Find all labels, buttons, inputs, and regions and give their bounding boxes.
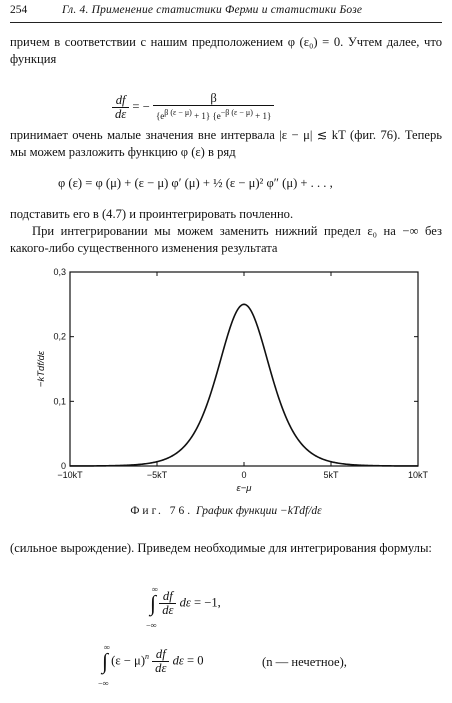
y-tick-label: 0,1 <box>53 396 66 407</box>
y-tick-label: 0 <box>60 461 66 471</box>
x-tick-label: 10kT <box>407 470 429 480</box>
formula-1-numerator: β <box>153 92 274 106</box>
data-point <box>365 465 366 466</box>
paragraph-2: принимает очень малые значения вне интервала |ε − μ| ≲ kT (фиг. 76). Теперь мы можем разложить функцию φ (ε) в ряд <box>10 128 442 159</box>
data-point <box>243 304 244 305</box>
data-point <box>330 461 331 462</box>
data-point <box>217 369 218 370</box>
formula-taylor: φ (ε) = φ (μ) + (ε − μ) φ′ (μ) + ½ (ε − μ)² φ″ (μ) + . . . , <box>58 176 333 190</box>
paragraph-3: подставить его в (4.7) и проинтегрировать почленно. <box>10 207 294 221</box>
plot-frame <box>70 272 418 466</box>
x-tick-label: −5kT <box>146 470 168 480</box>
data-point <box>122 465 123 466</box>
data-point <box>383 465 384 466</box>
data-point <box>139 464 140 465</box>
data-point <box>104 465 105 466</box>
running-title: Гл. 4. Применение статистики Ферми и статистики Бозе <box>62 4 363 16</box>
data-point <box>191 436 192 437</box>
paragraph-5: (сильное вырождение). Приведем необходимые для интегрирования формулы: <box>10 541 432 555</box>
data-point <box>226 338 227 339</box>
formula-integral-2: ∞ −∞ ∫ $(\varepsilon - \mu)^n$ $\frac{df}{d\varepsilon}$ dε = 0 <box>98 642 204 688</box>
beta-fraction <box>153 92 274 123</box>
data-point <box>296 436 297 437</box>
formula-4-note: (n — нечетное), <box>262 655 347 669</box>
caption-text: График функции −kTdf/dε <box>196 505 322 517</box>
x-tick-label: 0 <box>241 470 247 480</box>
y-tick-label: 0,3 <box>53 267 66 277</box>
paragraph-1: причем в соответствии с нашим предположением φ (ε₀) = 0. Учтем далее, что функция <box>10 35 442 66</box>
data-point <box>156 461 157 462</box>
header-rule <box>10 22 442 23</box>
data-point <box>252 313 253 314</box>
x-tick-label: −10kT <box>57 470 83 480</box>
x-axis-label: ε−μ <box>236 483 252 494</box>
data-point <box>261 338 262 339</box>
data-point <box>417 465 418 466</box>
formula-1-denominator: {eβ (ε − μ) + 1} {e−β (ε − μ) + 1} <box>155 108 272 121</box>
data-point <box>348 464 349 465</box>
figure-76 <box>0 262 452 502</box>
figure-caption <box>0 505 452 517</box>
data-point <box>313 454 314 455</box>
page-number: 254 <box>10 4 28 16</box>
series-line <box>70 304 418 466</box>
y-tick-label: 0,2 <box>53 331 66 342</box>
x-tick-label: 5kT <box>323 470 339 480</box>
formula-integral-1: ∞ −∞ ∫ $\frac{df}{d\varepsilon}$ dε = −1, <box>146 584 221 630</box>
data-point <box>69 465 70 466</box>
data-point <box>174 454 175 455</box>
data-point <box>200 420 201 421</box>
chart-svg <box>0 262 452 502</box>
formula-df-de: $\frac{df}{d\varepsilon}$ = − $\frac{\beta}{\{e\beta (\varepsilon - \mu) + 1\} \{e-\beta (\varepsilon - \mu) + 1\}}$ <box>112 92 274 123</box>
data-point <box>278 398 279 399</box>
data-point <box>270 369 271 370</box>
data-point <box>287 420 288 421</box>
df-de-fraction: $\frac{df}{d\varepsilon}$ <box>112 94 129 121</box>
caption-label: Фиг. 76. <box>130 505 194 517</box>
data-point <box>235 313 236 314</box>
running-header <box>10 4 442 20</box>
data-point <box>209 398 210 399</box>
paragraph-4: При интегрировании мы можем заменить нижний предел ε₀ на −∞ без какого-либо существенного изменения результата <box>10 224 442 255</box>
y-axis-label: −kTdf/dε <box>36 350 47 388</box>
